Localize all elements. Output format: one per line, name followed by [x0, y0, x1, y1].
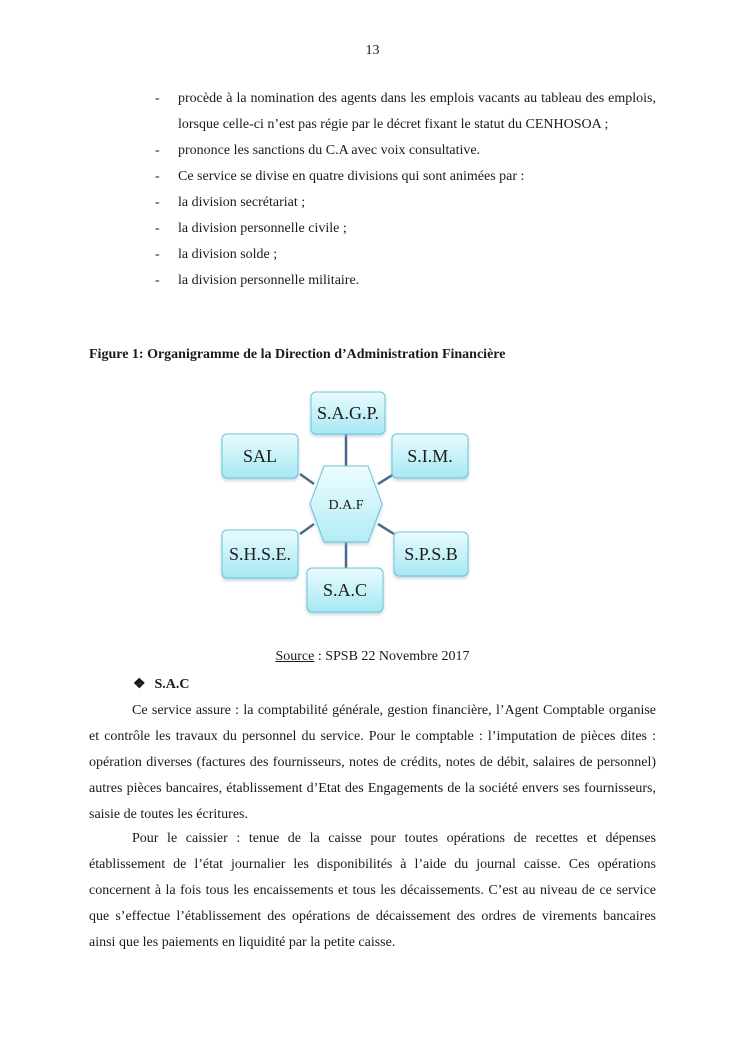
- org-node-sagp-label: S.A.G.P.: [316, 403, 380, 423]
- list-item: [150, 268, 656, 294]
- section-heading: [133, 676, 190, 693]
- connector-top-left: [300, 474, 314, 484]
- org-node-sac: [307, 568, 383, 612]
- list-item-text: la division personnelle militaire.: [178, 273, 360, 288]
- list-item: [150, 164, 656, 190]
- bullet-dash: -: [155, 91, 160, 106]
- bullet-dash: -: [155, 221, 160, 236]
- list-item: [150, 86, 656, 138]
- paragraph: Pour le caissier : tenue de la caisse pour toutes opérations de recettes et dépenses établissement de l’état journalier les disponibilités à l’aide du journal caisse. Ces opérations concernent à la fois tous les encaissements et tous les décaissements. C’est au niveau de ce service que s’effectue l’établissement des opérations de décaissement des ordres de virements bancaires ainsi que les paiements en liquidité par la petite caisse.: [89, 831, 656, 950]
- org-node-sim: [392, 434, 468, 478]
- source-text: : SPSB 22 Novembre 2017: [314, 649, 470, 664]
- org-node-sal-label: SAL: [242, 446, 278, 466]
- bullet-list: [150, 86, 656, 294]
- org-node-shse-label: S.H.S.E.: [228, 544, 292, 564]
- page-number: 13: [365, 43, 380, 58]
- list-item-text: la division solde ;: [178, 247, 278, 262]
- bullet-dash: -: [155, 273, 160, 288]
- list-item-text: la division personnelle civile ;: [178, 221, 347, 236]
- org-chart: [210, 388, 480, 618]
- list-item-text: Ce service se divise en quatre divisions qui sont animées par :: [178, 169, 525, 184]
- list-item-text: procède à la nomination des agents dans les emplois vacants au tableau des emplois, lorsque celle-ci n’est pas régie par le décret fixant le statut du CENHOSOA ;: [178, 91, 656, 132]
- diamond-bullet-icon: ❖: [133, 677, 146, 692]
- bullet-dash: -: [155, 247, 160, 262]
- bullet-dash: -: [155, 169, 160, 184]
- org-node-daf-label: D.A.F: [328, 498, 364, 513]
- list-item: [150, 216, 656, 242]
- connector-bottom-right: [378, 524, 394, 534]
- list-item-text: prononce les sanctions du C.A avec voix consultative.: [178, 143, 481, 158]
- figure-source: [0, 649, 745, 665]
- org-node-spsb: [394, 532, 468, 576]
- bullet-dash: -: [155, 143, 160, 158]
- connector-bottom-left: [300, 524, 314, 534]
- org-node-sim-label: S.I.M.: [407, 446, 453, 466]
- figure-caption: Figure 1: Organigramme de la Direction d’Administration Financière: [89, 347, 506, 362]
- org-node-spsb-label: S.P.S.B: [404, 544, 458, 564]
- org-node-sal: [222, 434, 298, 478]
- list-item: [150, 190, 656, 216]
- connector-top-right: [378, 474, 394, 484]
- paragraph: Ce service assure : la comptabilité générale, gestion financière, l’Agent Comptable organise et contrôle les travaux du personnel du service. Pour le comptable : l’imputation de pièces dites : opération diverses (factures des fournisseurs, notes de crédits, notes de débit, salaires de personnel) autres pièces bancaires, établissement d’Etat des Engagements de la société envers ses fournisseurs, saisie de toutes les écritures.: [89, 703, 656, 822]
- list-item-text: la division secrétariat ;: [178, 195, 306, 210]
- list-item: [150, 242, 656, 268]
- source-label: Source: [275, 649, 315, 664]
- bullet-dash: -: [155, 195, 160, 210]
- list-item: [150, 138, 656, 164]
- org-node-sac-label: S.A.C: [322, 580, 368, 600]
- org-node-shse: [222, 530, 298, 578]
- org-node-daf: [310, 466, 382, 542]
- org-node-sagp: [311, 392, 385, 434]
- section-title: S.A.C: [154, 677, 190, 692]
